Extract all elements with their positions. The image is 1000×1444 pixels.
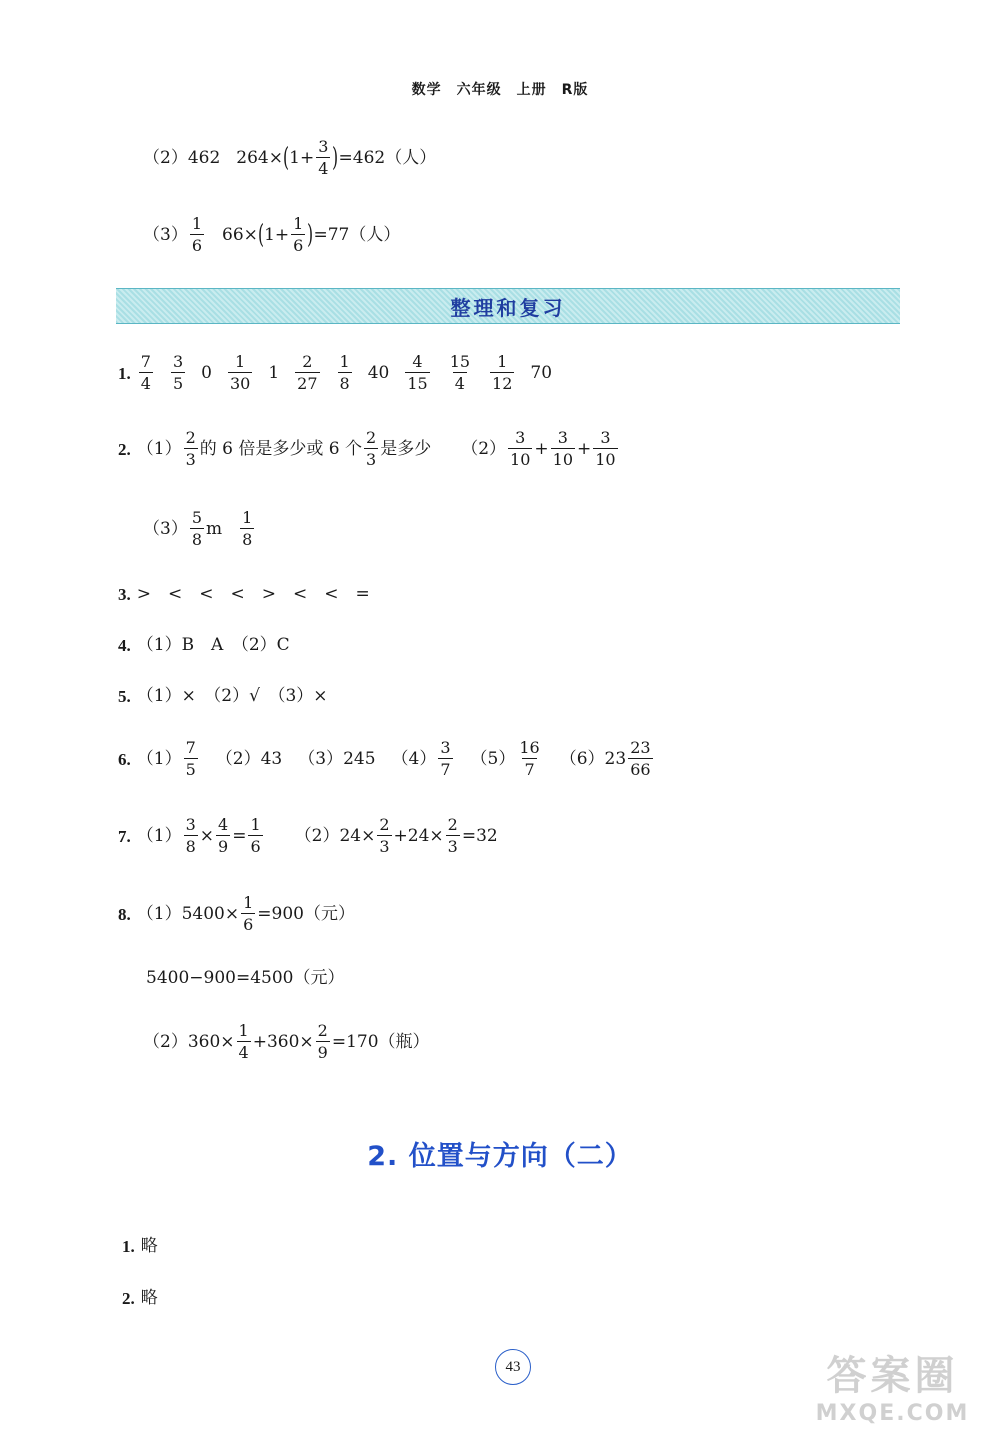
close-paren: ) <box>307 220 314 250</box>
expression: 24× <box>339 825 376 846</box>
fraction: 7 4 <box>140 352 151 393</box>
answer: 462 <box>187 147 221 168</box>
open-paren: ( <box>283 143 290 173</box>
expression: 1+ <box>264 224 290 245</box>
result: =900（元） <box>257 903 355 924</box>
fraction: 15 4 <box>449 352 471 393</box>
value: 43 <box>260 748 283 769</box>
fraction: 5 8 <box>191 508 203 549</box>
fraction: $\frac{3}{10}$ <box>552 428 573 469</box>
answer-text: > < < < > < < = <box>136 584 370 604</box>
question-8-line-2 <box>146 970 344 987</box>
fraction: 4 15 <box>407 352 428 393</box>
question-number: 2. <box>118 439 131 459</box>
plus: + <box>534 438 549 459</box>
expression: 1+ <box>289 147 315 168</box>
expression: +24× <box>393 825 444 846</box>
label: （4） <box>391 748 437 769</box>
banner-title: 整理和复习 <box>450 295 566 320</box>
question-2-line-1 <box>118 430 620 468</box>
label: （1） <box>136 903 182 924</box>
question-number: 8. <box>118 904 131 924</box>
label: （2） <box>294 825 340 846</box>
section-banner <box>116 288 900 324</box>
fraction: 1 8 <box>339 352 350 393</box>
question-number: 7. <box>118 826 131 846</box>
watermark-logo <box>790 1352 995 1440</box>
question-7 <box>118 817 498 855</box>
question-3 <box>118 586 370 603</box>
expression: +360× <box>252 1031 314 1052</box>
question-number: 1. <box>118 363 131 383</box>
label: （2） <box>143 147 188 168</box>
fraction: 23 66 <box>630 738 651 779</box>
question-2-line-2 <box>143 510 256 548</box>
fraction: 7 5 <box>185 738 196 779</box>
section2-question-1 <box>122 1238 158 1255</box>
label: （3） <box>143 518 188 539</box>
result: =462（人） <box>338 147 437 168</box>
answer-line-3 <box>143 216 400 254</box>
answer-line-2 <box>143 139 436 177</box>
value: 70 <box>530 362 553 383</box>
value: 245 <box>343 748 376 769</box>
fraction: $\frac{1}{6}$ <box>243 893 254 934</box>
unit: m <box>206 518 223 539</box>
equals: = <box>232 825 247 846</box>
answer-text: 略 <box>140 1288 158 1308</box>
question-number: 1. <box>122 1237 135 1256</box>
question-number: 2. <box>122 1289 135 1308</box>
label: （6） <box>559 748 605 769</box>
result: =77（人） <box>313 224 401 245</box>
expression: 264× <box>236 147 283 168</box>
label: （2） <box>215 748 261 769</box>
fraction: 2 3 <box>366 428 377 469</box>
label: （2） <box>143 1031 188 1052</box>
expression: 5400× <box>181 903 240 924</box>
question-8-line-1 <box>118 895 355 933</box>
label: （3） <box>298 748 344 769</box>
fraction: 3 7 <box>440 738 451 779</box>
fraction: $\frac{2}{3}$ <box>379 815 390 856</box>
value: 0 <box>201 362 212 383</box>
page-number-text: 43 <box>505 1358 521 1375</box>
expression: 66× <box>222 224 258 245</box>
fraction: $\frac{3}{10}$ <box>595 428 616 469</box>
question-number: 6. <box>118 749 131 769</box>
question-number: 4. <box>118 636 131 655</box>
fraction: 1 6 <box>191 214 203 255</box>
text: 的 6 倍是多少或 6 个 <box>199 438 363 459</box>
fraction: 2 27 <box>297 352 318 393</box>
fraction: $\frac{1}{6}$ <box>250 815 261 856</box>
label: （3） <box>143 224 188 245</box>
page-number <box>495 1349 531 1385</box>
fraction: $\frac{3}{4}$ <box>318 137 329 178</box>
close-paren: ) <box>332 143 339 173</box>
label: （1） <box>136 438 182 459</box>
fraction: 3 10 <box>510 428 531 469</box>
fraction: 1 12 <box>492 352 513 393</box>
question-8-line-3 <box>143 1023 430 1061</box>
value: 40 <box>367 362 390 383</box>
text: 是多少 <box>380 438 432 459</box>
answer-text: （1）× （2）√ （3）× <box>136 686 328 706</box>
section-title: 2. 位置与方向（二） <box>367 1141 633 1172</box>
fraction: $\frac{2}{9}$ <box>317 1021 328 1062</box>
plus: + <box>577 438 592 459</box>
label: （2） <box>461 438 507 459</box>
fraction: $\frac{4}{9}$ <box>218 815 229 856</box>
expression: 360× <box>187 1031 235 1052</box>
fraction: $\frac{3}{8}$ <box>185 815 196 856</box>
section2-question-2 <box>122 1290 158 1307</box>
watermark-main: 答案圈 <box>826 1353 959 1399</box>
open-paren: ( <box>257 220 265 250</box>
times: × <box>199 825 215 846</box>
fraction: $\frac{1}{4}$ <box>238 1021 249 1062</box>
label: （1） <box>136 825 182 846</box>
calculation: 5400−900=4500（元） <box>146 968 345 988</box>
label: （5） <box>470 748 516 769</box>
question-5 <box>118 688 328 705</box>
question-number: 3. <box>118 585 131 604</box>
fraction: 16 7 <box>519 738 540 779</box>
watermark-sub: MXQE.COM <box>815 1401 970 1426</box>
answer-text: 略 <box>140 1236 158 1256</box>
result: =32 <box>461 825 498 846</box>
label: （1） <box>136 748 182 769</box>
result: =170（瓶） <box>331 1031 430 1052</box>
fraction: 1 30 <box>229 352 251 393</box>
page-header: 数学 六年级 上册 R版 <box>411 82 589 98</box>
question-1 <box>118 354 552 392</box>
fraction: $\frac{2}{3}$ <box>447 815 458 856</box>
fraction: 3 5 <box>172 352 184 393</box>
answer-text: （1）B A （2）C <box>136 635 290 655</box>
fraction: 1 8 <box>242 508 253 549</box>
fraction: 2 3 <box>185 428 196 469</box>
question-4 <box>118 637 290 654</box>
fraction: $\frac{1}{6}$ <box>293 214 304 255</box>
value: 1 <box>268 362 280 383</box>
question-number: 5. <box>118 687 131 706</box>
whole-part: 23 <box>604 748 627 769</box>
question-6 <box>118 740 655 778</box>
